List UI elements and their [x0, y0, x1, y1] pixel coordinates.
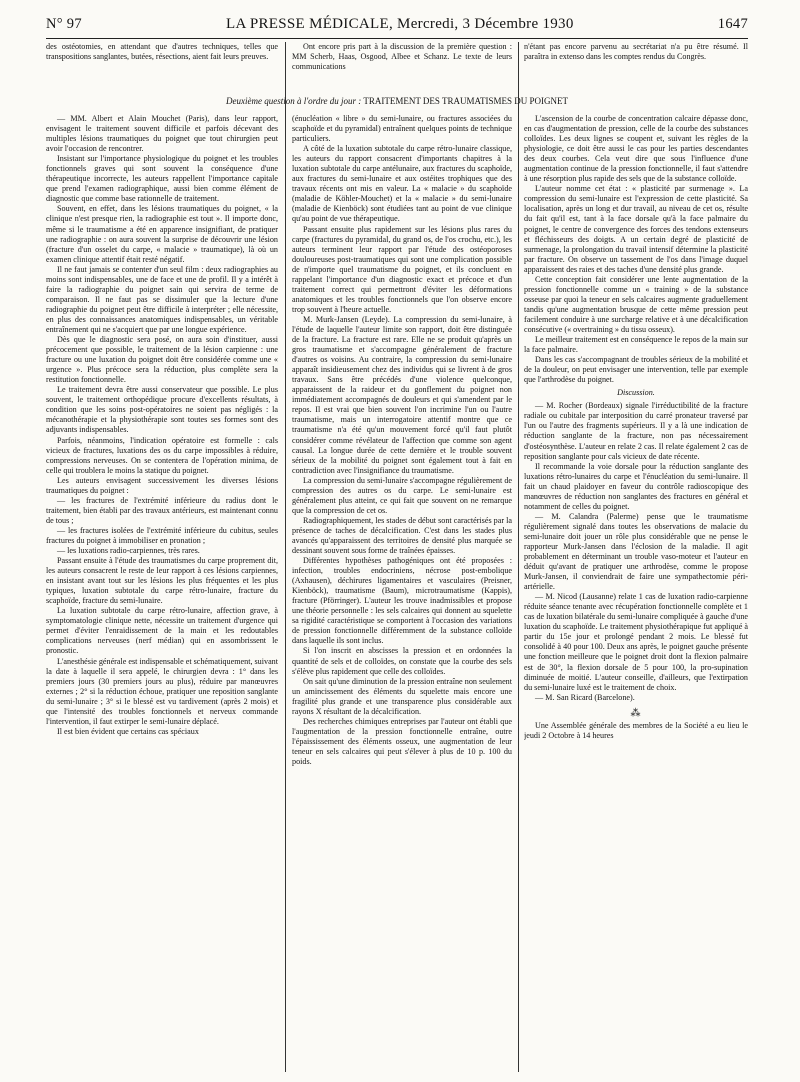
top-col-3	[524, 42, 748, 92]
column-divider	[518, 42, 519, 1072]
paragraph: Parfois, néanmoins, l'indication opératoire est formelle : cals vicieux de fractures, luxations des os du carpe impossibles à réduire, compressions nerveuses. On se contentera de l'opération minima, de celle qui troublera le moins la statique du poignet.	[46, 435, 278, 475]
paragraph: Dès que le diagnostic sera posé, on aura soin d'instituer, aussi précocement que possible, le traitement de la lésion carpienne : une fracture ou une luxation du poignet doit être considérée comme une « urgence ». Plus précoce sera la réduction, plus complète sera la restitution fonctionnelle.	[46, 335, 278, 385]
paragraph: — les fractures de l'extrémité inférieure du radius dont le traitement, bien établi par des travaux antérieurs, est maintenant connu de tous ;	[46, 495, 278, 525]
journal-title: LA PRESSE MÉDICALE, Mercredi, 3 Décembre 1930	[226, 16, 574, 32]
paragraph: Différentes hypothèses pathogéniques ont été proposées : infection, troubles endocriniens, nécrose post-embolique (Axhausen), déchirures ligamentaires et vasculaires (Preisner, Kienböck), traumatisme (Baum), microtraumatisme (Kappis), fracture (Pförringer). L'auteur les trouve inadmissibles et propose une théorie personnelle : les sels calcaires qui donnent au squelette sa rigidité caractéristique se comportent à l'occasion des variations de pression fonctionnelle différemment de la substance colloïde dans laquelle ils sont inclus.	[292, 556, 512, 646]
masthead	[46, 16, 748, 36]
paragraph: Ont encore pris part à la discussion de la première question : MM Scherb, Haas, Osgood, Albee et Schanz. Le texte de leurs communications	[292, 42, 512, 72]
paragraph: — M. Rocher (Bordeaux) signale l'irréductibilité de la fracture radiale ou cubitale par interposition du carré pronateur traversé par l'un ou l'autre des fragments supérieurs. Il y a là une indication de réduction sanglante de la fracture, non pas nécessairement d'ostéosynthèse. L'auteur en relate 2 cas. Il relate également 2 cas de reposition sanglante pour cals vicieux de date récente.	[524, 401, 748, 461]
paragraph: Il est bien évident que certains cas spéciaux	[57, 726, 199, 736]
issue-number: N° 97	[46, 16, 82, 32]
article-column-2	[292, 114, 512, 1079]
paragraph: — MM. Albert et Alain Mouchet (Paris), dans leur rapport, envisagent le traitement souvent difficile et parfois décevant des multiples lésions traumatiques du poignet que tout chirurgien peut avoir l'occasion de rencontrer.	[46, 114, 278, 154]
section-title: TRAITEMENT DES TRAUMATISMES DU POIGNET	[363, 96, 568, 106]
paragraph: Des recherches chimiques entreprises par l'auteur ont établi que l'augmentation de la pression fonctionnelle entraîne, outre l'épaississement des éléments osseux, une augmentation de leur teneur en sels calcaires qui peut s'élever à plus de 10 p. 100 du poids.	[292, 716, 512, 766]
top-col-2	[292, 42, 512, 92]
paragraph: (énucléation « libre » du semi-lunaire, ou fractures associées du scaphoïde et du pyramidal) entraînent quelques points de technique particuliers.	[292, 114, 512, 144]
paragraph: — M. Calandra (Palerme) pense que le traumatisme régulièrement signalé dans toutes les observations de malacie du semi-lunaire doit jouer un rôle plus considérable que ne pense le rapporteur Murk-Jansen dans l'éclosion de la maladie. Il agit probablement en déterminant un trouble vaso-moteur et l'auteur en déduit qu'avant de pratiquer une arthrodèse, comme le propose Murk-Jansen, il conviendrait de faire une sympathectomie péri-artérielle.	[524, 511, 748, 592]
paragraph: Radiographiquement, les stades de début sont caractérisés par la présence de taches de décalcification. C'est dans les stades plus avancés qu'apparaissent des territoires de densité plus marquée se dessinant souvent sous forme de traînées épaisses.	[292, 515, 512, 556]
paragraph: Passant ensuite plus rapidement sur les lésions plus rares du carpe (fractures du pyramidal, du grand os, de l'os crochu, etc.), les auteurs terminent leur rapport par l'étude des ostéoporoses douloureuses post-traumatiques qui sont une complication possible de n'importe quel traumatisme du poignet, et ils concluent en rappelant l'importance d'un diagnostic exact et précoce et d'un traitement correct qui permettront d'éviter les déformations anatomiques et les troubles fonctionnels que l'on observe encore trop souvent à l'heure actuelle.	[292, 224, 512, 314]
article-column-3	[524, 114, 748, 1079]
paragraph: Cette conception fait considérer une lente augmentation de la pression fonctionnelle comme un « training » de la substance osseuse par quoi la teneur en sels calcaires augmente graduellement tandis qu'une augmentation brusque de cette même pression peut facilement conduire à une surcharge relative et à une décalcification consécutive (« overtraining » du tissu osseux).	[524, 274, 748, 334]
paragraph: Le traitement devra être aussi conservateur que possible. Le plus souvent, le traitement orthopédique procure d'excellents résultats, à condition que les soins post-opératoires ne soient pas négligés : la mécanothérapie et la physiothérapie sont toutes ses formes sont des adjuvants indispensables.	[46, 385, 278, 435]
paragraph: Les auteurs envisagent successivement les diverses lésions traumatiques du poignet :	[46, 475, 278, 495]
article-column-1	[46, 114, 278, 1079]
paragraph: Passant ensuite à l'étude des traumatismes du carpe proprement dit, les auteurs consacrent le reste de leur rapport à ces lésions carpiennes, en insistant avant tout sur les lésions les plus fréquentes et les plus typiques, luxation subtotale du carpe rétro-lunaire, fracture du scaphoïde, fracture du semi-lunaire.	[46, 556, 278, 606]
section-heading	[46, 96, 748, 110]
section-label: Deuxième question à l'ordre du jour :	[226, 96, 362, 106]
column-divider	[285, 42, 286, 1072]
paragraph: Insistant sur l'importance physiologique du poignet et les troubles fonctionnels graves qui sont souvent la conséquence d'une thérapeutique incorrecte, les auteurs rappellent l'importance capitale que prend l'examen radiographique, aussi bien comme élément de diagnostic que comme base rationnelle de traitement.	[46, 154, 278, 204]
paragraph: Souvent, en effet, dans les lésions traumatiques du poignet, « la clinique n'est presque rien, la radiographie est tout ». Il importe donc, même si le traumatisme a été en apparence insignifiant, de pratiquer une radiographie : on aura souvent la surprise de découvrir une lésion (fracture d'un osselet du carpe, « malacie » traumatique), là où un examen clinique attentif était resté négatif.	[46, 204, 278, 264]
paragraph: La compression du semi-lunaire s'accompagne régulièrement de compression des autres os du carpe. Le semi-lunaire est généralement plus atteint, ce qui fait que souvent on ne remarque que la compression de cet os.	[292, 475, 512, 515]
top-col-1	[46, 42, 278, 92]
paragraph: — M. San Ricard (Barcelone).	[535, 692, 635, 702]
paragraph: Si l'on inscrit en abscisses la pression et en ordonnées la quantité de sels et de colloïdes, on constate que la courbe des sels s'élève plus rapidement que celle des colloïdes.	[292, 646, 512, 676]
paragraph: L'ascension de la courbe de concentration calcaire dépasse donc, en cas d'augmentation de pression, celle de la courbe des substances colloïdes. Les deux lignes se coupent et, suivant les règles de la physiologie, ce doit être aussi le cas pour les parties descendantes des deux courbes. Cela veut dire que sous l'influence d'une augmentation continue de la pression fonctionnelle, il faut s'attendre à une résorption plus rapide des sels que de la substance colloïde.	[524, 114, 748, 184]
page-number: 1647	[717, 16, 748, 32]
paragraph: n'étant pas encore parvenu au secrétariat n'a pu être résumé. Il paraîtra in extenso dans les comptes rendus du Congrès.	[524, 42, 748, 62]
asterism-separator: ⁂	[630, 707, 642, 719]
discussion-heading: Discussion.	[617, 388, 655, 398]
paragraph: des ostéotomies, en attendant que d'autres techniques, telles que transpositions sanglantes, butées, résections, aient fait leurs preuves.	[46, 42, 278, 62]
paragraph: Il ne faut jamais se contenter d'un seul film : deux radiographies au moins sont indispensables, une de face et une de profil. Il y a intérêt à faire la radiographie du poignet sain qui servira de terme de comparaison. Il ne faut pas se dissimuler que la lecture d'une radiographie du poignet peut être difficile à interpréter ; elle nécessite, en plus des connaissances anatomiques indispensables, un véritable entraînement qui ne s'acquiert que par une longue expérience.	[46, 264, 278, 334]
paragraph: A côté de la luxation subtotale du carpe rétro-lunaire classique, les auteurs du rapport consacrent d'importants chapitres à la luxation subtotale du carpe antélunaire, aux fractures du scaphoïde, aux fractures du semi-lunaire et aux ostéites trophiques que des travaux récents ont mis en valeur. La « malacie » du scaphoïde (maladie de Köhler-Mouchet) et la « malacie » du semi-lunaire (maladie de Kienböck) sont étudiées tant au point de vue clinique qu'au point de vue thérapeutique.	[292, 144, 512, 224]
paragraph: Une Assemblée générale des membres de la Société a eu lieu le jeudi 2 Octobre à 14 heures	[524, 720, 748, 740]
paragraph: L'anesthésie générale est indispensable et schématiquement, suivant la date à laquelle il sera appelé, le chirurgien devra : 1° dans les premiers jours (30 premiers jours au plus), réduire par manœuvres externes ; 2° si la réduction échoue, pratiquer une reposition sanglante du semi-lunaire ; 3° si le blessé est vu tardivement (après 2 mois) et que l'intensité des troubles fonctionnels et nerveux commande l'intervention, il faut extirper le semi-lunaire déplacé.	[46, 656, 278, 726]
paragraph: — M. Nicod (Lausanne) relate 1 cas de luxation radio-carpienne réduite séance tenante avec récupération fonctionnelle complète et 1 cas de luxation bilatérale du semi-lunaire compliquée à gauche d'une luxation du scaphoïde. Le traitement physiothérapique fut appliqué à partir du 15e jour et prolongé pendant 2 mois. Le blessé fut consolidé à 40 pour 100. Deux ans après, le poignet gauche présente une fonction meilleure que le poignet droit dont la flexion palmaire est de 30°, la flexion dorsale de 5 pour 100, la pro-supination diminuée de moitié. L'auteur conseille, d'ailleurs, que l'extirpation du semi-lunaire luxé est le traitement de choix.	[524, 592, 748, 692]
paragraph: Dans les cas s'accompagnant de troubles sérieux de la mobilité et de la douleur, on peut envisager une intervention, telle par exemple que l'arthrodèse du poignet.	[524, 355, 748, 385]
paragraph: L'auteur nomme cet état : « plasticité par surmenage ». La compression du semi-lunaire est l'expression de cette plasticité. Sa localisation, après un long et dur travail, au niveau de cet os, résulte du fait qu'il est, tant à la face dorsale qu'à la face palmaire du poignet, le centre de convergence des forces des tendons extenseurs et fléchisseurs des doigts. A un certain degré de plasticité de surmenage, la prolongation du travail intensif détermine la plasticité par fracture. On observe un tassement de l'os dans l'image duquel apparaissent des raies et des taches d'une densité plus grande.	[524, 184, 748, 274]
paragraph: Il recommande la voie dorsale pour la réduction sanglante des luxations rétro-lunaires du carpe et l'énucléation du semi-lunaire. Il fait un chaud plaidoyer en faveur du contrôle radioscopique des manœuvres de réduction non sanglantes des fractures en général et notamment de celles du poignet.	[524, 461, 748, 511]
paragraph: M. Murk-Jansen (Leyde). La compression du semi-lunaire, à l'étude de laquelle l'auteur limite son rapport, doit être distinguée de la fracture. La fracture est rare. Elle ne se produit qu'après un gros traumatisme et s'accompagne généralement de fracture d'autres os voisins. Au contraire, la compression du semi-lunaire apparaît insidieusement chez des individus qui se livrent à de gros travaux. Sans être précédés d'une violence quelconque, apparaissent de la raideur et du gonflement du poignet non immédiatement accompagnés de douleurs et qui s'amendent par le repos. Il est vrai que bien souvent l'on incrimine l'un ou l'autre traumatisme, mais un interrogatoire attentif montre que ce traumatisme n'a été qu'un mouvement forcé qu'il faut plutôt considérer comme révélateur de l'affection que comme son agent causal. La longue durée de cette dernière et le trouble souvent sérieux de la mobilité du poignet sont également tout à fait en contradiction avec l'insignifiance du traumatisme.	[292, 314, 512, 475]
paragraph: Le meilleur traitement est en conséquence le repos de la main sur la face palmaire.	[524, 335, 748, 355]
paragraph: — les luxations radio-carpiennes, très rares.	[57, 546, 200, 556]
paragraph: La luxation subtotale du carpe rétro-lunaire, affection grave, à symptomatologie clinique nette, nécessite un traitement d'urgence qui permet d'éviter l'enraidissement de la main et les redoutables complications nerveuses (nerf médian) qui en assombrissent le pronostic.	[46, 606, 278, 656]
paragraph: On sait qu'une diminution de la pression entraîne non seulement un amincissement des éléments du squelette mais encore une fragilité plus grande et une transparence plus considérable aux rayons X résultant de la décalcification.	[292, 676, 512, 716]
header-rule	[46, 38, 748, 39]
paragraph: — les fractures isolées de l'extrémité inférieure du cubitus, seules fractures du poignet à immobiliser en pronation ;	[46, 525, 278, 545]
